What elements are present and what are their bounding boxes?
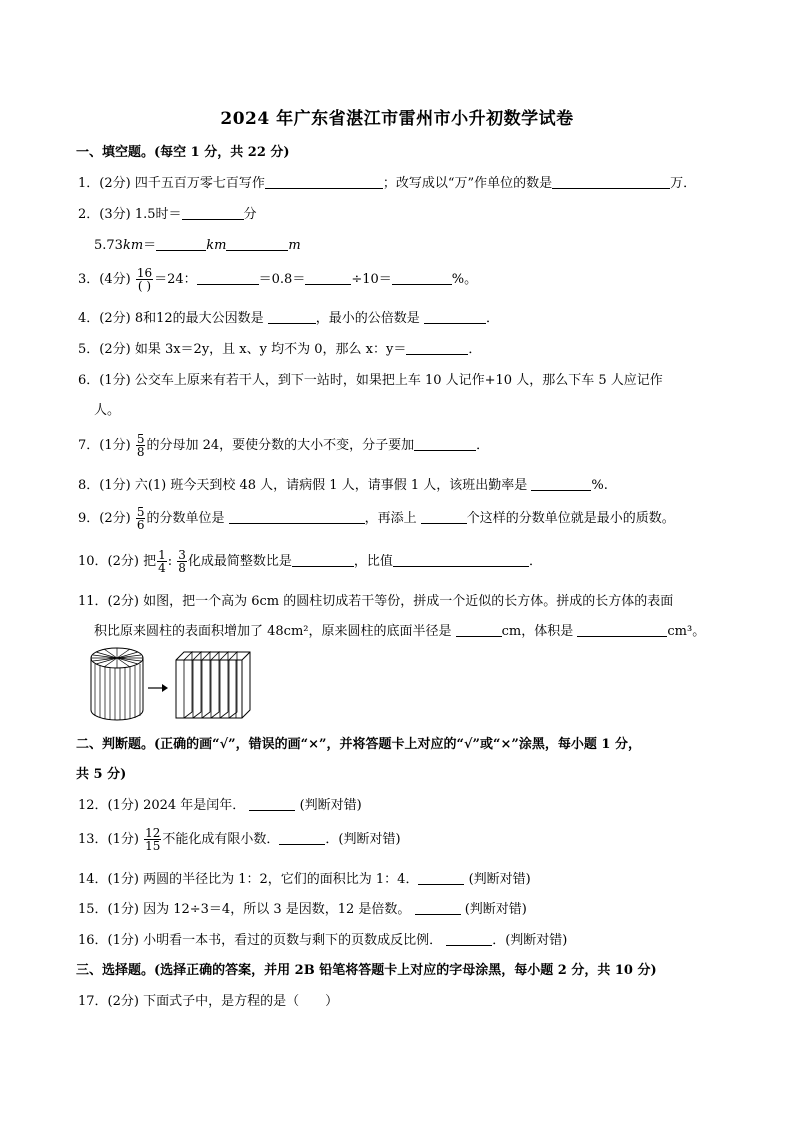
question-16-text-2: ．(判断对错) xyxy=(492,933,568,948)
question-9-text: 9．(2分) xyxy=(78,511,131,526)
question-3 xyxy=(78,265,477,295)
question-4-text-3: ． xyxy=(485,311,499,326)
question-1-text-2: ；改写成以“万”作单位的数是 xyxy=(382,176,553,191)
question-16-text: 16．(1分) 小明看一本书，看过的页数与剩下的页数成反比例． xyxy=(78,933,443,948)
question-13-text: 13．(1分) xyxy=(78,832,139,847)
fraction-numerator: 1 xyxy=(158,548,166,562)
question-16 xyxy=(78,931,567,951)
fraction-numerator: 12 xyxy=(145,826,161,840)
answer-blank[interactable] xyxy=(414,436,476,451)
fraction-denominator: 15 xyxy=(145,839,161,853)
question-13-text-3: ．(判断对错) xyxy=(325,832,401,847)
cuboid-icon xyxy=(176,652,250,718)
question-5-text: 5．(2分) 如果 3x＝2y，且 x、y 均不为 0，那么 x：y＝ xyxy=(78,342,407,357)
question-2-text: 2．(3分) 1.5时＝ xyxy=(78,207,182,222)
answer-blank[interactable] xyxy=(424,309,486,324)
answer-blank[interactable] xyxy=(268,309,316,324)
question-11-line-2 xyxy=(94,622,705,642)
question-2-unit: 分 xyxy=(243,207,257,222)
question-3-text: 3．(4分) xyxy=(78,272,131,287)
question-11-text-2: 积比原来圆柱的表面积增加了 48cm²，原来圆柱的底面半径是 xyxy=(94,624,452,639)
question-6 xyxy=(78,371,663,391)
answer-blank[interactable] xyxy=(229,509,365,524)
question-12-text-2: (判断对错) xyxy=(299,798,362,813)
question-13-text-2: 不能化成有限小数． xyxy=(162,832,280,847)
answer-blank[interactable] xyxy=(156,236,206,251)
answer-blank[interactable] xyxy=(415,900,461,915)
fraction-denominator: ( ) xyxy=(137,279,152,293)
fraction-numerator: 16 xyxy=(136,266,153,280)
answer-blank[interactable] xyxy=(249,796,295,811)
fraction-denominator: 6 xyxy=(136,518,145,532)
question-15 xyxy=(78,900,527,920)
question-3-text-3: ＝0.8＝ xyxy=(258,272,306,287)
question-10-text-3: ，比值 xyxy=(353,554,393,569)
answer-blank[interactable] xyxy=(279,830,325,845)
cylinder-figure-svg xyxy=(90,646,270,722)
fraction xyxy=(157,549,167,574)
question-9-text-2: 的分数单位是 xyxy=(146,511,225,526)
question-12 xyxy=(78,796,362,816)
question-11-text: 11．(2分) 如图，把一个高为 6cm 的圆柱切成若干等份，拼成一个近似的长方体。拼成的长方体的表面 xyxy=(78,594,674,609)
question-4 xyxy=(78,309,499,329)
question-11-text-4: cm³。 xyxy=(667,624,706,639)
question-8-text-2: %. xyxy=(591,478,608,493)
question-6-text-2: 人。 xyxy=(94,403,121,418)
question-2-unit-m: m xyxy=(288,238,301,253)
question-6-text: 6．(1分) 公交车上原来有若干人，到下一站时，如果把上车 10 人记作+10 人，那么下车 5 人应记作 xyxy=(78,373,663,388)
fraction xyxy=(136,267,153,292)
question-9 xyxy=(78,504,675,534)
section-header-true-false-line-2: 共 5 分) xyxy=(76,767,127,782)
section-header-choice: 三、选择题。(选择正确的答案，并用 2B 铅笔将答题卡上对应的字母涂黑，每小题 2 分，共 10 分) xyxy=(76,963,657,978)
fraction-numerator: 5 xyxy=(136,432,145,446)
question-15-text-2: (判断对错) xyxy=(464,902,527,917)
question-14 xyxy=(78,870,531,890)
question-1-text: 1．(2分) 四千五百万零七百写作 xyxy=(78,176,265,191)
answer-blank[interactable] xyxy=(292,552,354,567)
question-10 xyxy=(78,547,542,577)
question-14-text: 14．(1分) 两圆的半径比为 1：2，它们的面积比为 1：4． xyxy=(78,872,419,887)
question-7-text-2: 的分母加 24，要使分数的大小不变，分子要加 xyxy=(146,438,415,453)
question-17 xyxy=(78,992,338,1012)
question-2 xyxy=(78,205,257,225)
section-header-fill-in: 一、填空题。(每空 1 分，共 22 分) xyxy=(76,145,290,160)
cylinder-icon xyxy=(91,648,143,720)
question-5-text-2: ． xyxy=(468,342,482,357)
answer-blank[interactable] xyxy=(552,174,670,189)
question-3-text-2: ＝24： xyxy=(154,272,197,287)
answer-blank[interactable] xyxy=(406,340,468,355)
answer-blank[interactable] xyxy=(418,870,464,885)
answer-blank[interactable] xyxy=(392,270,452,285)
answer-blank[interactable] xyxy=(226,236,288,251)
fraction-denominator: 4 xyxy=(158,561,166,575)
question-3-text-5: %。 xyxy=(451,272,478,287)
fraction xyxy=(144,827,161,852)
question-9-text-3: ，再添上 xyxy=(364,511,417,526)
question-2-unit-km-2: km xyxy=(206,238,227,253)
answer-blank[interactable] xyxy=(197,270,259,285)
answer-blank[interactable] xyxy=(182,205,244,220)
fraction xyxy=(177,549,187,574)
question-13 xyxy=(78,825,401,855)
question-9-text-4: 个这样的分数单位就是最小的质数。 xyxy=(466,511,675,526)
section-header-true-false: 二、判断题。(正确的画“√”，错误的画“×”，并将答题卡上对应的“√”或“×”涂黑，每小题 1 分， xyxy=(76,737,641,752)
fraction-numerator: 5 xyxy=(136,505,145,519)
question-11-text-3: cm，体积是 xyxy=(501,624,574,639)
ratio-separator: : xyxy=(167,554,173,569)
answer-blank[interactable] xyxy=(393,552,529,567)
fraction xyxy=(136,506,146,531)
question-11 xyxy=(78,592,673,612)
question-10-text-2: 化成最简整数比是 xyxy=(187,554,292,569)
question-8 xyxy=(78,476,608,496)
answer-blank[interactable] xyxy=(421,509,467,524)
arrow-icon xyxy=(148,684,168,692)
answer-blank[interactable] xyxy=(577,622,667,637)
answer-blank[interactable] xyxy=(305,270,351,285)
answer-blank[interactable] xyxy=(531,476,591,491)
question-10-text-4: ． xyxy=(528,554,542,569)
question-4-text-2: ，最小的公倍数是 xyxy=(315,311,420,326)
question-2-value: 5.73 xyxy=(94,238,123,253)
question-5 xyxy=(78,340,481,360)
question-3-text-4: ÷10＝ xyxy=(351,272,392,287)
question-7-text-3: ． xyxy=(476,438,490,453)
answer-blank[interactable] xyxy=(456,622,502,637)
question-1 xyxy=(78,174,696,194)
fraction xyxy=(136,433,146,458)
question-17-text: 17．(2分) 下面式子中，是方程的是（ ） xyxy=(78,994,339,1009)
question-14-text-2: (判断对错) xyxy=(468,872,531,887)
fraction-denominator: 8 xyxy=(178,561,186,575)
question-6-line-2 xyxy=(94,401,120,421)
question-15-text: 15．(1分) 因为 12÷3＝4，所以 3 是因数，12 是倍数。 xyxy=(78,902,411,917)
fraction-numerator: 3 xyxy=(178,548,186,562)
question-1-text-3: 万． xyxy=(670,176,697,191)
page-title: 2024 年广东省湛江市雷州市小升初数学试卷 xyxy=(220,109,574,129)
question-12-text: 12．(1分) 2024 年是闰年． xyxy=(78,798,246,813)
cylinder-to-cuboid-figure xyxy=(90,646,270,726)
question-8-text: 8．(1分) 六(1) 班今天到校 48 人，请病假 1 人，请事假 1 人，该班出勤率是 xyxy=(78,478,528,493)
question-7 xyxy=(78,431,489,461)
question-4-text: 4．(2分) 8和12的最大公因数是 xyxy=(78,311,264,326)
question-2-line-2 xyxy=(94,236,301,256)
answer-blank[interactable] xyxy=(446,931,492,946)
question-7-text: 7．(1分) xyxy=(78,438,131,453)
question-10-text: 10．(2分) 把 xyxy=(78,554,157,569)
fraction-denominator: 8 xyxy=(136,445,145,459)
question-2-equals: ＝ xyxy=(143,238,157,253)
question-2-unit-km: km xyxy=(122,238,144,253)
answer-blank[interactable] xyxy=(265,174,383,189)
